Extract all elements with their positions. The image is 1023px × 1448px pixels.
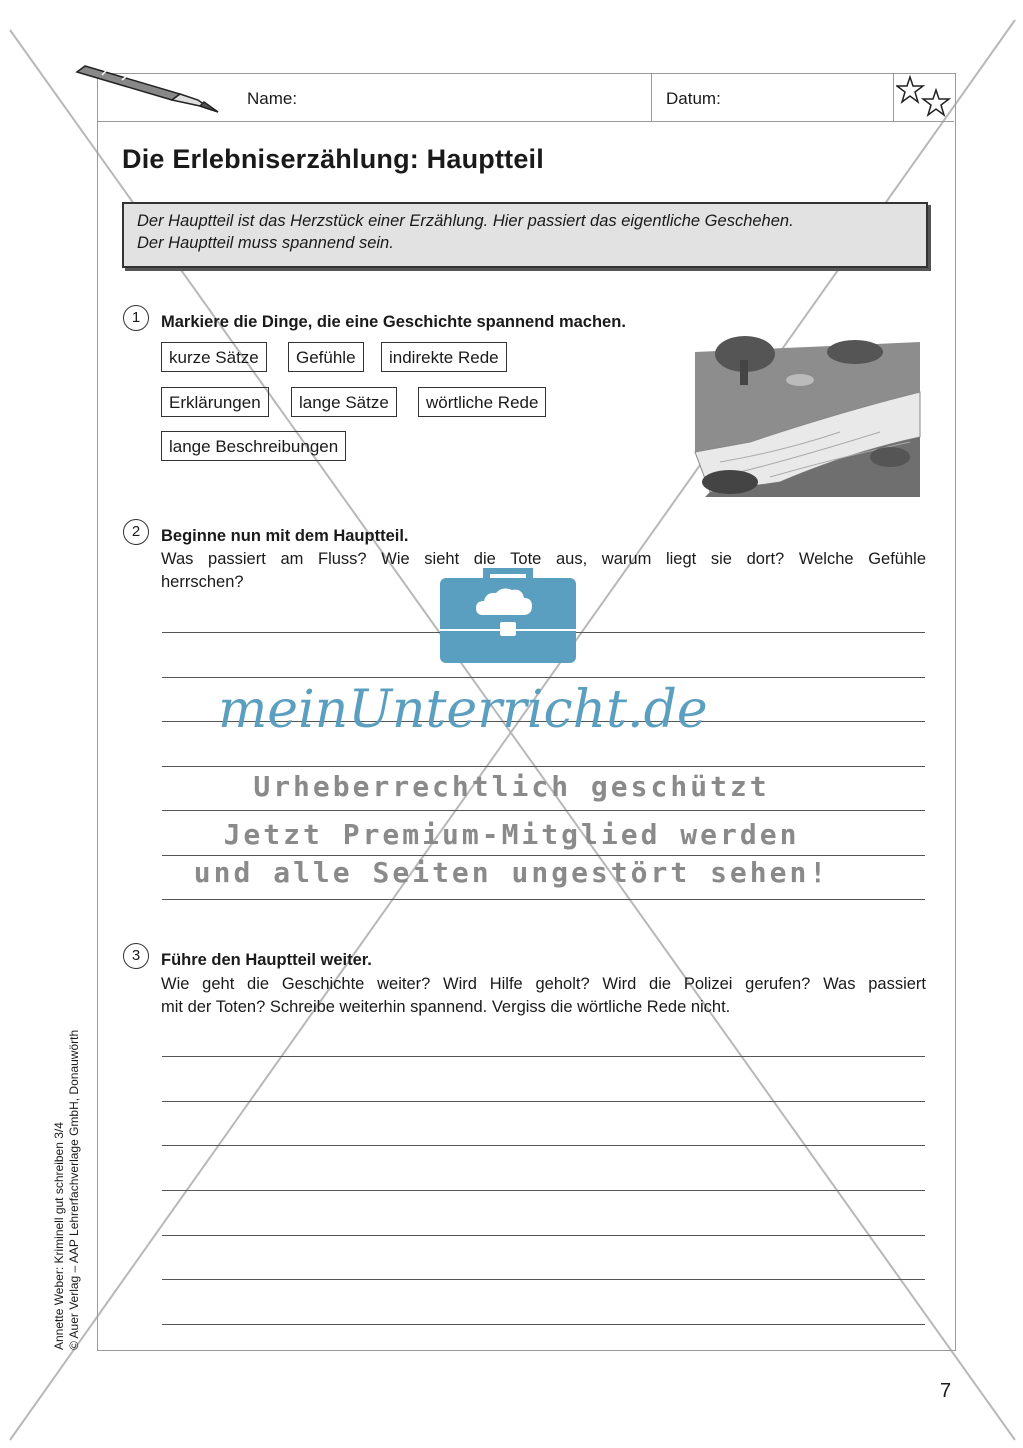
writing-line[interactable] (162, 1279, 925, 1280)
writing-line[interactable] (162, 766, 925, 767)
task2-line-1: Was passiert am Fluss? Wie sieht die Tote aus, warum liegt sie dort? Welche Gefühle (161, 550, 926, 568)
task3-line-1: Wie geht die Geschichte weiter? Wird Hilfe geholt? Wird die Polizei gerufen? Was passiert (161, 975, 926, 993)
task-number-3: 3 (123, 943, 149, 969)
info-text (137, 210, 927, 254)
header-separator (651, 73, 652, 121)
writing-line[interactable] (162, 1145, 925, 1146)
chip-lange-saetze[interactable]: lange Sätze (291, 387, 397, 417)
watermark-line-2: Jetzt Premium-Mitglied werden (223, 818, 800, 851)
task1-title: Markiere die Dinge, die eine Geschichte spannend machen. (161, 313, 626, 331)
page-title: Die Erlebniserzählung: Hauptteil (122, 144, 544, 174)
date-label: Datum: (666, 89, 721, 108)
chip-woertliche-rede[interactable]: wörtliche Rede (418, 387, 546, 417)
task-number-1: 1 (123, 305, 149, 331)
chip-indirekte-rede[interactable]: indirekte Rede (381, 342, 507, 372)
header-row (97, 73, 954, 122)
task2-title: Beginne nun mit dem Hauptteil. (161, 527, 409, 545)
writing-line[interactable] (162, 1101, 925, 1102)
chip-lange-beschreibungen[interactable]: lange Beschreibungen (161, 431, 346, 461)
river-illustration (690, 332, 922, 497)
briefcase-cloud-icon (438, 560, 578, 665)
fountain-pen-icon (72, 60, 222, 115)
task3-title: Führe den Hauptteil weiter. (161, 951, 372, 969)
writing-line[interactable] (162, 1190, 925, 1191)
watermark-line-1: Urheberrechtlich geschützt (253, 770, 770, 803)
task2-line-2: herrschen? (161, 573, 244, 591)
chip-erklaerungen[interactable]: Erklärungen (161, 387, 269, 417)
task-number-2: 2 (123, 519, 149, 545)
info-line-1: Der Hauptteil ist das Herzstück einer Erzählung. Hier passiert das eigentliche Geschehen. (137, 212, 794, 230)
name-label: Name: (247, 89, 298, 108)
writing-line[interactable] (162, 1056, 925, 1057)
sidebar-line-2: © Auer Verlag – AAP Lehrerfachverlage GmbH, Donauwörth (67, 1029, 81, 1350)
page-number: 7 (940, 1380, 952, 1402)
chip-kurze-saetze[interactable]: kurze Sätze (161, 342, 267, 372)
info-line-2: Der Hauptteil muss spannend sein. (137, 234, 394, 252)
header-separator (893, 73, 894, 121)
copyright-sidebar (52, 1030, 82, 1350)
watermark-logo: meinUnterricht.de (218, 680, 708, 740)
two-stars-icon (896, 74, 956, 120)
task3-text (161, 973, 926, 1019)
writing-line[interactable] (162, 1324, 925, 1325)
writing-line[interactable] (162, 677, 925, 678)
writing-line[interactable] (162, 899, 925, 900)
sidebar-line-1: Annette Weber: Kriminell gut schreiben 3/4 (52, 1122, 66, 1350)
watermark-line-3: und alle Seiten ungestört sehen! (193, 856, 830, 889)
task3-line-2: mit der Toten? Schreibe weiterhin spannend. Vergiss die wörtliche Rede nicht. (161, 998, 731, 1016)
writing-line[interactable] (162, 1235, 925, 1236)
chip-gefuehle[interactable]: Gefühle (288, 342, 364, 372)
writing-line[interactable] (162, 810, 925, 811)
